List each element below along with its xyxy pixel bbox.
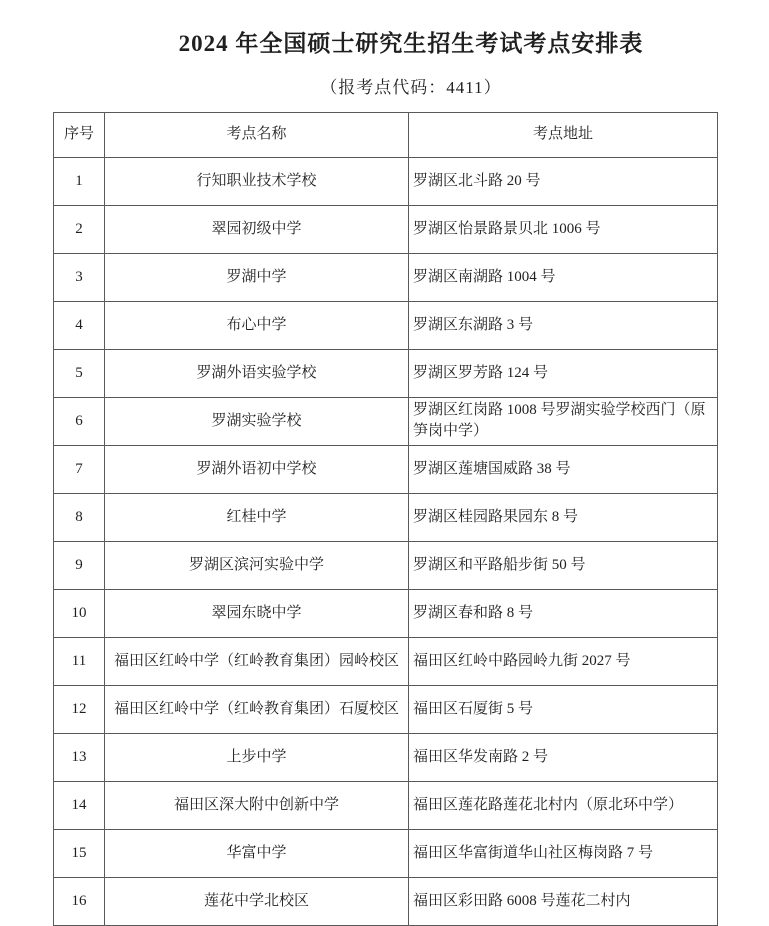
table-row — [54, 349, 718, 397]
row-number-cell: 14 — [54, 781, 105, 829]
table-row — [54, 205, 718, 253]
site-address-cell: 罗湖区北斗路 20 号 — [409, 157, 718, 205]
site-name-cell: 翠园初级中学 — [105, 205, 409, 253]
table-row — [54, 829, 718, 877]
table-row — [54, 541, 718, 589]
site-address-cell: 福田区华富街道华山社区梅岗路 7 号 — [409, 829, 718, 877]
row-number-cell: 16 — [54, 877, 105, 925]
table-row — [54, 637, 718, 685]
row-number-cell: 9 — [54, 541, 105, 589]
row-number-cell: 12 — [54, 685, 105, 733]
row-number-cell: 2 — [54, 205, 105, 253]
site-name-cell: 莲花中学北校区 — [105, 877, 409, 925]
site-name-cell: 罗湖区滨河实验中学 — [105, 541, 409, 589]
site-address-cell: 罗湖区南湖路 1004 号 — [409, 253, 718, 301]
table-row — [54, 301, 718, 349]
row-number-cell: 15 — [54, 829, 105, 877]
site-address-cell: 罗湖区红岗路 1008 号罗湖实验学校西门（原笋岗中学） — [409, 397, 718, 445]
row-number-cell: 8 — [54, 493, 105, 541]
exam-site-table — [53, 112, 718, 926]
site-address-cell: 福田区华发南路 2 号 — [409, 733, 718, 781]
site-address-cell: 罗湖区和平路船步街 50 号 — [409, 541, 718, 589]
table-row — [54, 493, 718, 541]
site-name-cell: 罗湖外语实验学校 — [105, 349, 409, 397]
table-row — [54, 253, 718, 301]
site-address-cell: 罗湖区东湖路 3 号 — [409, 301, 718, 349]
site-name-cell: 布心中学 — [105, 301, 409, 349]
site-name-cell: 罗湖实验学校 — [105, 397, 409, 445]
site-address-cell: 罗湖区莲塘国威路 38 号 — [409, 445, 718, 493]
row-number-cell: 1 — [54, 157, 105, 205]
table-row — [54, 157, 718, 205]
row-number-cell: 6 — [54, 397, 105, 445]
site-name-cell: 罗湖外语初中学校 — [105, 445, 409, 493]
site-name-cell: 福田区深大附中创新中学 — [105, 781, 409, 829]
row-number-cell: 10 — [54, 589, 105, 637]
table-row — [54, 685, 718, 733]
site-address-cell: 福田区红岭中路园岭九街 2027 号 — [409, 637, 718, 685]
table-row — [54, 781, 718, 829]
column-header-name: 考点名称 — [105, 112, 409, 157]
site-address-cell: 罗湖区桂园路果园东 8 号 — [409, 493, 718, 541]
table-row — [54, 589, 718, 637]
table-row — [54, 877, 718, 925]
site-address-cell: 罗湖区春和路 8 号 — [409, 589, 718, 637]
column-header-no: 序号 — [54, 112, 105, 157]
table-row — [54, 445, 718, 493]
row-number-cell: 3 — [54, 253, 105, 301]
row-number-cell: 5 — [54, 349, 105, 397]
site-name-cell: 福田区红岭中学（红岭教育集团）石厦校区 — [105, 685, 409, 733]
site-name-cell: 华富中学 — [105, 829, 409, 877]
site-address-cell: 福田区石厦街 5 号 — [409, 685, 718, 733]
site-name-cell: 翠园东晓中学 — [105, 589, 409, 637]
table-header-row — [54, 112, 718, 157]
site-address-cell: 福田区莲花路莲花北村内（原北环中学） — [409, 781, 718, 829]
row-number-cell: 11 — [54, 637, 105, 685]
document-header — [53, 0, 769, 98]
site-name-cell: 红桂中学 — [105, 493, 409, 541]
page-title: 2024 年全国硕士研究生招生考试考点安排表 — [178, 31, 644, 56]
row-number-cell: 13 — [54, 733, 105, 781]
column-header-address: 考点地址 — [409, 112, 718, 157]
site-name-cell: 行知职业技术学校 — [105, 157, 409, 205]
page-subtitle: （报考点代码：4411） — [320, 77, 502, 97]
site-name-cell: 福田区红岭中学（红岭教育集团）园岭校区 — [105, 637, 409, 685]
table-body — [54, 157, 718, 925]
table-row — [54, 733, 718, 781]
row-number-cell: 7 — [54, 445, 105, 493]
site-address-cell: 罗湖区罗芳路 124 号 — [409, 349, 718, 397]
site-name-cell: 上步中学 — [105, 733, 409, 781]
site-name-cell: 罗湖中学 — [105, 253, 409, 301]
site-address-cell: 罗湖区怡景路景贝北 1006 号 — [409, 205, 718, 253]
site-address-cell: 福田区彩田路 6008 号莲花二村内 — [409, 877, 718, 925]
table-row — [54, 397, 718, 445]
row-number-cell: 4 — [54, 301, 105, 349]
